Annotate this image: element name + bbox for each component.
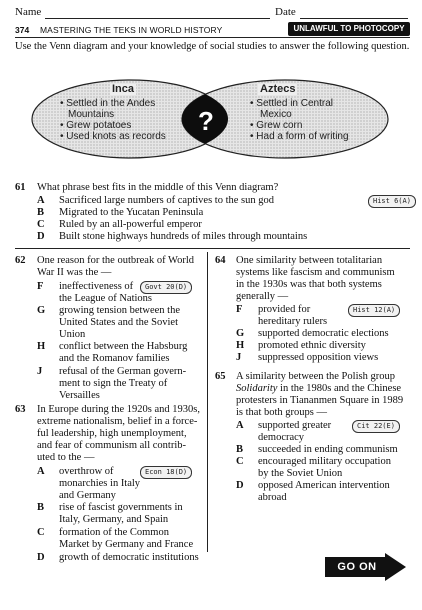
venn-left-item-3: • Used knots as records [60,131,166,142]
question-number: 62 [15,255,26,266]
teks-tag: Econ 18(D) [140,466,192,479]
question-number: 63 [15,404,26,415]
question-stem-line: A similarity between the Polish group [236,371,395,382]
go-on-label: GO ON [337,561,377,573]
question-stem-line: generally — [236,291,289,302]
name-label: Name [15,6,42,18]
question-stem-line: extreme nationalism, belief in a force- [37,416,198,427]
question-number: 61 [15,182,26,193]
question-stem-line: protesters in Tiananmen Square in 1989 [236,395,404,406]
question-stem-line: systems like fascism and communism [236,267,395,278]
teks-tag: Govt 20(D) [140,281,192,294]
copyright-banner: UNLAWFUL TO PHOTOCOPY [288,22,410,36]
question-stem: What phrase best fits in the middle of this Venn diagram? [37,182,279,193]
teks-tag: Hist 12(A) [348,304,400,317]
venn-left-item-2: • Grew potatoes [60,120,132,131]
venn-center-question: ? [198,106,214,136]
instructions: Use the Venn diagram and your knowledge of social studies to answer the following question. [15,41,410,52]
question-stem-line: and fear of communism all contrib- [37,440,186,451]
bullet: • [250,98,257,109]
bullet: • [60,131,67,142]
question-stem-line: uted to the — [37,452,95,463]
question-stem-line: ful leadership, high unemployment, [37,428,187,439]
page-number: 374 [15,25,30,35]
question-stem-line: in the 1930s was that both systems [236,279,382,290]
section-rule [15,248,410,249]
venn-right-item-1b: Mexico [260,109,292,120]
book-title: MASTERING THE TEKS IN WORLD HISTORY [40,25,223,35]
venn-right-item-3: • Had a form of writing [250,131,349,142]
bullet: • [60,120,67,131]
date-label: Date [275,6,296,18]
teks-tag: Hist 6(A) [368,195,416,208]
question-stem-line: One similarity between totalitarian [236,255,383,266]
venn-right-item-2: • Grew corn [250,120,303,131]
question-number: 65 [215,371,226,382]
bullet: • [250,120,257,131]
bullet: • [250,131,257,142]
solidarity-italic: Solidarity [236,383,278,394]
bullet: • [60,98,67,109]
teks-tag: Cit 22(E) [352,420,400,433]
venn-right-title: Aztecs [260,83,296,95]
venn-left-item-1: • Settled in the Andes [60,98,156,109]
venn-left-item-1b: Mountains [68,109,115,120]
venn-left-title: Inca [112,83,135,95]
question-stem-line: War II was the — [37,267,112,278]
venn-right-item-1: • Settled in Central [250,98,333,109]
question-stem-line: is that both groups — [236,407,327,418]
question-stem-line: One reason for the outbreak of World [37,255,194,266]
question-number: 64 [215,255,226,266]
question-stem-line: Solidarity in the 1980s and the Chinese [236,383,402,394]
column-divider [207,252,208,552]
question-stem-line: In Europe during the 1920s and 1930s, [37,404,201,415]
